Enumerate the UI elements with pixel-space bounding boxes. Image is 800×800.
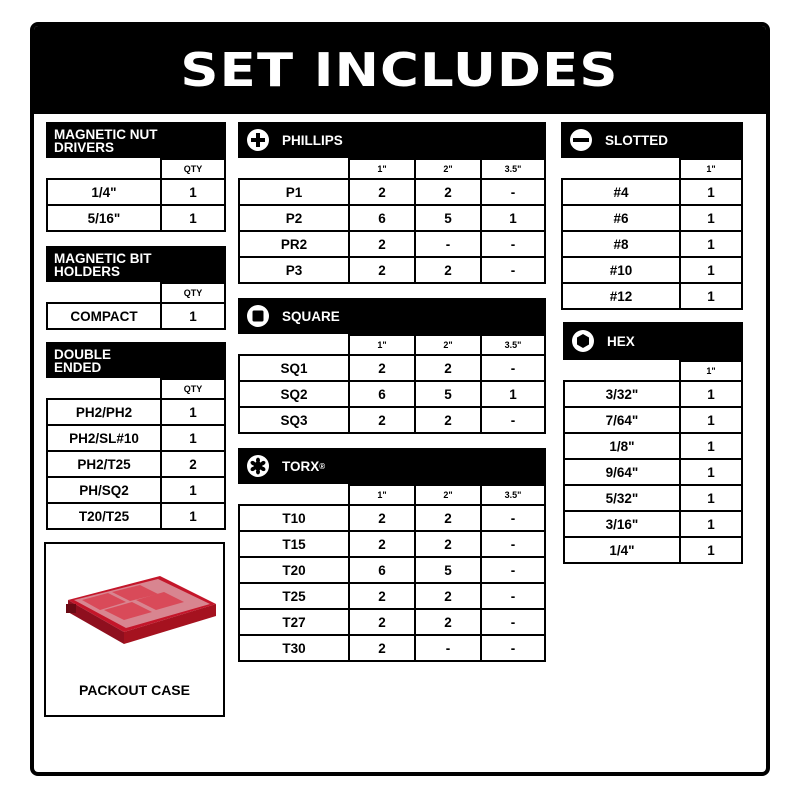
blank-cell <box>47 379 161 399</box>
qty-cell: 1 <box>680 511 742 537</box>
blank-cell <box>239 159 349 179</box>
bit-cell: 7/64" <box>564 407 680 433</box>
phillips-header <box>238 122 546 158</box>
qty-cell: - <box>415 635 481 661</box>
nut-drivers-title-line1: MAGNETIC NUT <box>54 127 158 142</box>
qty-cell: 6 <box>349 205 415 231</box>
length-header: 2" <box>415 159 481 179</box>
double-ended-title-line2: ENDED <box>54 360 102 375</box>
phillips-icon <box>246 128 270 152</box>
qty-cell: - <box>481 407 545 433</box>
slotted-grid <box>561 158 743 310</box>
qty-cell: 2 <box>415 179 481 205</box>
qty-cell: 2 <box>349 505 415 531</box>
bit-cell: 9/64" <box>564 459 680 485</box>
registered-mark: ® <box>319 461 326 471</box>
bit-cell: #6 <box>562 205 680 231</box>
qty-cell: 2 <box>415 505 481 531</box>
qty-cell: 1 <box>680 257 742 283</box>
bit-cell: PH2/T25 <box>47 451 161 477</box>
qty-cell: 2 <box>349 609 415 635</box>
blank-cell <box>239 485 349 505</box>
qty-cell: 2 <box>415 609 481 635</box>
bit-cell: P3 <box>239 257 349 283</box>
phillips-grid <box>238 158 546 284</box>
qty-cell: 2 <box>415 355 481 381</box>
bit-cell: SQ3 <box>239 407 349 433</box>
qty-cell: 2 <box>349 355 415 381</box>
torx-icon <box>246 454 270 478</box>
qty-cell: - <box>481 557 545 583</box>
double-ended-grid <box>46 378 226 530</box>
bit-cell: #4 <box>562 179 680 205</box>
hex-title: HEX <box>607 333 635 349</box>
qty-cell: 2 <box>415 531 481 557</box>
qty-cell: 1 <box>680 485 742 511</box>
qty-cell: - <box>481 531 545 557</box>
hex-header <box>563 322 743 360</box>
qty-cell: 1 <box>161 477 225 503</box>
double-ended-table <box>46 342 226 530</box>
nut-drivers-grid <box>46 158 226 232</box>
bit-cell: T15 <box>239 531 349 557</box>
packout-case-image <box>46 544 223 674</box>
qty-cell: 5 <box>415 205 481 231</box>
qty-cell: 1 <box>680 283 742 309</box>
qty-cell: 1 <box>161 205 225 231</box>
bit-cell: PH2/PH2 <box>47 399 161 425</box>
bit-cell: 3/32" <box>564 381 680 407</box>
page-title: SET INCLUDES <box>180 43 620 97</box>
qty-header: QTY <box>161 283 225 303</box>
qty-cell: 1 <box>680 179 742 205</box>
qty-cell: - <box>481 505 545 531</box>
bit-cell: T27 <box>239 609 349 635</box>
bit-cell: PH/SQ2 <box>47 477 161 503</box>
bit-cell: 3/16" <box>564 511 680 537</box>
qty-cell: - <box>481 257 545 283</box>
qty-cell: 1 <box>481 205 545 231</box>
qty-cell: 1 <box>161 425 225 451</box>
qty-cell: 1 <box>680 381 742 407</box>
slotted-table <box>561 122 743 310</box>
length-header: 2" <box>415 485 481 505</box>
length-header: 1" <box>349 485 415 505</box>
qty-cell: - <box>481 635 545 661</box>
qty-cell: 2 <box>415 407 481 433</box>
bit-cell: T10 <box>239 505 349 531</box>
length-header: 2" <box>415 335 481 355</box>
torx-title: TORX <box>282 458 320 474</box>
qty-cell: 2 <box>349 257 415 283</box>
phillips-title: PHILLIPS <box>282 132 343 148</box>
size-cell: 5/16" <box>47 205 161 231</box>
blank-cell <box>239 335 349 355</box>
qty-cell: 1 <box>680 205 742 231</box>
title-banner <box>34 26 766 114</box>
qty-cell: 6 <box>349 557 415 583</box>
qty-cell: 2 <box>415 257 481 283</box>
qty-cell: 1 <box>161 303 225 329</box>
qty-cell: 1 <box>680 537 742 563</box>
qty-cell: 2 <box>349 179 415 205</box>
hex-icon <box>571 329 595 353</box>
qty-cell: 2 <box>349 531 415 557</box>
bit-holders-title-line2: HOLDERS <box>54 264 121 279</box>
qty-cell: - <box>415 231 481 257</box>
qty-cell: 2 <box>349 407 415 433</box>
packout-case-panel <box>44 542 225 717</box>
torx-header <box>238 448 546 484</box>
length-header: 1" <box>680 159 742 179</box>
hex-table <box>563 322 743 564</box>
torx-table <box>238 448 546 662</box>
qty-cell: 1 <box>161 399 225 425</box>
hex-grid <box>563 360 743 564</box>
blank-cell <box>47 159 161 179</box>
bit-cell: SQ2 <box>239 381 349 407</box>
bit-cell: SQ1 <box>239 355 349 381</box>
length-header: 3.5" <box>481 485 545 505</box>
length-header: 3.5" <box>481 335 545 355</box>
nut-drivers-header <box>46 122 226 158</box>
bit-cell: PH2/SL#10 <box>47 425 161 451</box>
qty-cell: 6 <box>349 381 415 407</box>
square-grid <box>238 334 546 434</box>
length-header: 1" <box>349 159 415 179</box>
qty-cell: 2 <box>349 583 415 609</box>
bit-cell: T20/T25 <box>47 503 161 529</box>
qty-cell: - <box>481 355 545 381</box>
bit-cell: 1/4" <box>564 537 680 563</box>
slotted-header <box>561 122 743 158</box>
bit-cell: PR2 <box>239 231 349 257</box>
qty-cell: - <box>481 583 545 609</box>
qty-header: QTY <box>161 379 225 399</box>
holder-cell: COMPACT <box>47 303 161 329</box>
bit-cell: T20 <box>239 557 349 583</box>
bit-cell: 5/32" <box>564 485 680 511</box>
blank-cell <box>564 361 680 381</box>
qty-cell: 2 <box>349 635 415 661</box>
length-header: 1" <box>349 335 415 355</box>
square-icon <box>246 304 270 328</box>
qty-cell: 1 <box>680 459 742 485</box>
bit-holders-title-line1: MAGNETIC BIT <box>54 251 152 266</box>
nut-drivers-table <box>46 122 226 232</box>
qty-cell: 5 <box>415 381 481 407</box>
blank-cell <box>562 159 680 179</box>
qty-cell: - <box>481 609 545 635</box>
phillips-table <box>238 122 546 284</box>
blank-cell <box>47 283 161 303</box>
bit-cell: T25 <box>239 583 349 609</box>
bit-cell: 1/8" <box>564 433 680 459</box>
length-header: 1" <box>680 361 742 381</box>
nut-drivers-title-line2: DRIVERS <box>54 140 115 155</box>
bit-holders-table <box>46 246 226 330</box>
qty-cell: - <box>481 179 545 205</box>
double-ended-header <box>46 342 226 378</box>
bit-cell: #8 <box>562 231 680 257</box>
square-header <box>238 298 546 334</box>
qty-cell: 5 <box>415 557 481 583</box>
bit-cell: P1 <box>239 179 349 205</box>
bit-holders-grid <box>46 282 226 330</box>
qty-cell: 1 <box>161 503 225 529</box>
qty-cell: 1 <box>161 179 225 205</box>
qty-cell: 2 <box>161 451 225 477</box>
qty-cell: 1 <box>680 407 742 433</box>
qty-cell: 2 <box>349 231 415 257</box>
bit-cell: #10 <box>562 257 680 283</box>
slotted-title: SLOTTED <box>605 132 668 148</box>
square-table <box>238 298 546 434</box>
bit-holders-header <box>46 246 226 282</box>
torx-grid <box>238 484 546 662</box>
square-title: SQUARE <box>282 308 340 324</box>
qty-cell: - <box>481 231 545 257</box>
qty-cell: 1 <box>481 381 545 407</box>
qty-cell: 1 <box>680 433 742 459</box>
packout-case-label: PACKOUT CASE <box>79 682 190 698</box>
double-ended-title-line1: DOUBLE <box>54 347 111 362</box>
bit-cell: P2 <box>239 205 349 231</box>
length-header: 3.5" <box>481 159 545 179</box>
qty-cell: 1 <box>680 231 742 257</box>
qty-cell: 2 <box>415 583 481 609</box>
bit-cell: #12 <box>562 283 680 309</box>
qty-header: QTY <box>161 159 225 179</box>
size-cell: 1/4" <box>47 179 161 205</box>
slotted-icon <box>569 128 593 152</box>
bit-cell: T30 <box>239 635 349 661</box>
